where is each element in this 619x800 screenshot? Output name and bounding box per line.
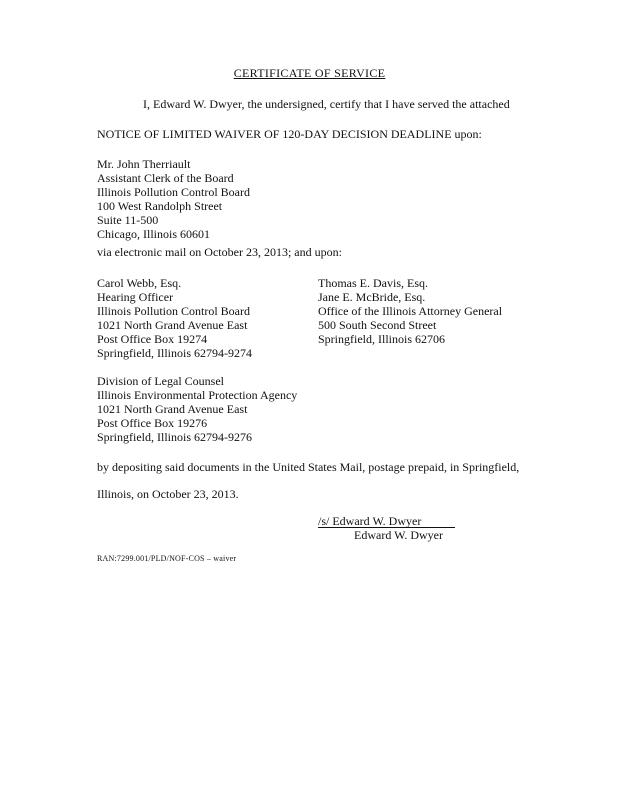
mail-service-line: by depositing said documents in the United States Mail, postage prepaid, in Springfield, xyxy=(97,460,520,474)
signer-name: Edward W. Dwyer xyxy=(354,528,443,542)
address-line: Assistant Clerk of the Board xyxy=(97,171,234,185)
address-line: Chicago, Illinois 60601 xyxy=(97,227,210,241)
address-line: Post Office Box 19276 xyxy=(97,416,208,430)
mail-date-line: Illinois, on October 23, 2013. xyxy=(97,487,239,501)
electronic-signature: /s/ Edward W. Dwyer xyxy=(318,515,455,528)
document-footer-code: RAN:7299.001/PLD/NOF-COS – waiver xyxy=(97,554,237,563)
address-line: Springfield, Illinois 62794-9276 xyxy=(97,430,252,444)
address-line: Mr. John Therriault xyxy=(97,157,191,171)
page-title: CERTIFICATE OF SERVICE xyxy=(233,66,386,80)
address-line: Suite 11-500 xyxy=(97,213,159,227)
recipient-legal-counsel-address xyxy=(97,374,297,444)
address-line: Jane E. McBride, Esq. xyxy=(318,290,426,304)
address-line: Illinois Pollution Control Board xyxy=(97,185,251,199)
address-line: 1021 North Grand Avenue East xyxy=(97,402,248,416)
recipient-hearing-officer-address xyxy=(97,276,252,360)
via-email-line: via electronic mail on October 23, 2013; and upon: xyxy=(97,245,342,259)
address-line: Springfield, Illinois 62706 xyxy=(318,332,445,346)
address-line: Post Office Box 19274 xyxy=(97,332,208,346)
address-line: 500 South Second Street xyxy=(318,318,437,332)
address-line: 1021 North Grand Avenue East xyxy=(97,318,248,332)
address-line: Illinois Pollution Control Board xyxy=(97,304,251,318)
signature-line xyxy=(318,514,455,528)
address-line: Springfield, Illinois 62794-9274 xyxy=(97,346,252,360)
address-line: Carol Webb, Esq. xyxy=(97,276,182,290)
recipient-attorney-general-address xyxy=(318,276,502,346)
intro-paragraph: I, Edward W. Dwyer, the undersigned, certify that I have served the attached xyxy=(143,97,510,111)
address-line: 100 West Randolph Street xyxy=(97,199,223,213)
address-line: Thomas E. Davis, Esq. xyxy=(318,276,428,290)
address-line: Hearing Officer xyxy=(97,290,174,304)
address-line: Division of Legal Counsel xyxy=(97,374,224,388)
address-line: Illinois Environmental Protection Agency xyxy=(97,388,298,402)
address-line: Office of the Illinois Attorney General xyxy=(318,304,503,318)
notice-line: NOTICE OF LIMITED WAIVER OF 120-DAY DECISION DEADLINE upon: xyxy=(97,127,482,141)
recipient-clerk-address xyxy=(97,157,250,241)
